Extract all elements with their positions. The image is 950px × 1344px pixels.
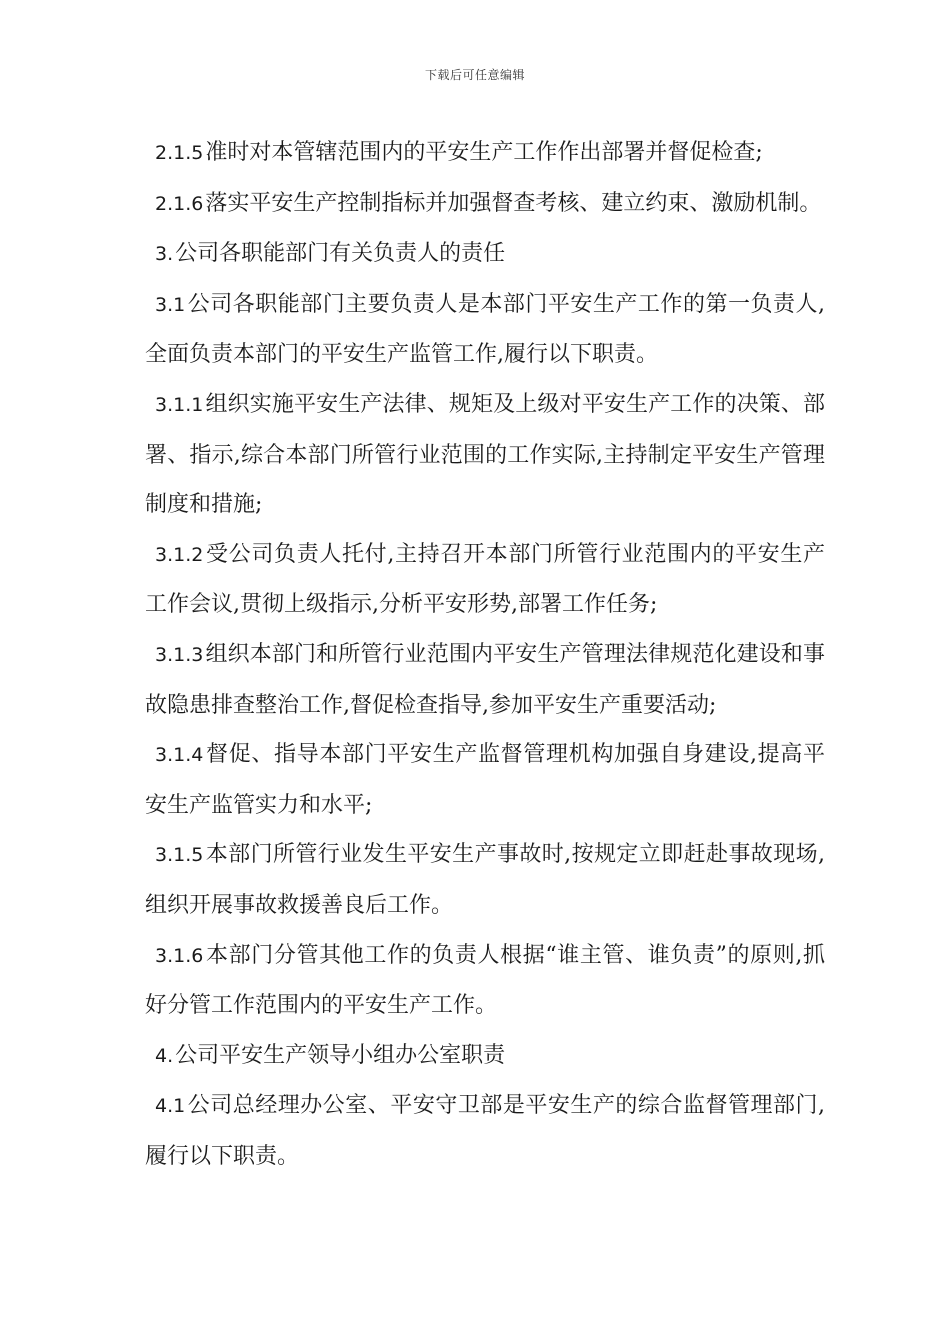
paragraph-3-1 — [145, 280, 825, 380]
paragraph-3-1-6 — [145, 931, 825, 1031]
document-body — [145, 128, 825, 1181]
paragraph-3-1-3 — [145, 630, 825, 730]
paragraph-4-1 — [145, 1081, 825, 1181]
paragraph-3-1-5 — [145, 830, 825, 930]
paragraph-number: 2.1.6 — [155, 192, 204, 215]
section-heading-3 — [145, 229, 825, 280]
header-note: 下载后可任意编辑 — [424, 68, 525, 82]
paragraph-text: 督促、指导本部门平安生产监督管理机构加强自身建设,提高平安生产监管实力和水平; — [145, 742, 825, 818]
paragraph-3-1-1 — [145, 380, 825, 530]
paragraph-number: 3.1.1 — [155, 393, 204, 416]
paragraph-number: 3.1.2 — [155, 543, 204, 566]
paragraph-text: 组织实施平安生产法律、规矩及上级对平安生产工作的决策、部署、指示,综合本部门所管行业范围的工作实际,主持制定平安生产管理制度和措施; — [145, 391, 825, 518]
paragraph-text: 公司各职能部门主要负责人是本部门平安生产工作的第一负责人,全面负责本部门的平安生产监管工作,履行以下职责。 — [145, 291, 825, 368]
paragraph-number: 3.1.4 — [155, 744, 204, 767]
paragraph-text: 公司总经理办公室、平安守卫部是平安生产的综合监督管理部门,履行以下职责。 — [145, 1093, 825, 1169]
paragraph-number: 3.1.5 — [155, 844, 204, 867]
paragraph-number: 4. — [155, 1044, 174, 1067]
paragraph-text: 本部门分管其他工作的负责人根据“谁主管、谁负责”的原则,抓好分管工作范围内的平安生产工作。 — [145, 942, 825, 1019]
paragraph-text: 受公司负责人托付,主持召开本部门所管行业范围内的平安生产工作会议,贯彻上级指示,分析平安形势,部署工作任务; — [145, 541, 825, 618]
paragraph-text: 落实平安生产控制指标并加强督查考核、建立约束、激励机制。 — [205, 190, 822, 216]
paragraph-3-1-2 — [145, 530, 825, 630]
paragraph-text: 组织本部门和所管行业范围内平安生产管理法律规范化建设和事故隐患排查整治工作,督促检查指导,参加平安生产重要活动; — [145, 641, 825, 718]
paragraph-number: 3.1 — [155, 293, 186, 316]
paragraph-2-1-6 — [145, 179, 825, 230]
paragraph-text: 本部门所管行业发生平安生产事故时,按规定立即赶赴事故现场,组织开展事故救援善良后工作。 — [145, 842, 825, 918]
section-heading-4 — [145, 1031, 825, 1082]
paragraph-text: 公司各职能部门有关负责人的责任 — [175, 241, 506, 267]
paragraph-text: 公司平安生产领导小组办公室职责 — [175, 1042, 506, 1068]
paragraph-2-1-5 — [145, 128, 825, 179]
paragraph-number: 2.1.5 — [155, 142, 204, 164]
paragraph-text: 准时对本管辖范围内的平安生产工作作出部署并督促检查; — [205, 140, 763, 165]
paragraph-number: 3.1.6 — [155, 944, 204, 967]
paragraph-number: 4.1 — [155, 1095, 186, 1118]
paragraph-number: 3.1.3 — [155, 643, 204, 666]
paragraph-number: 3. — [155, 243, 174, 266]
paragraph-3-1-4 — [145, 730, 825, 830]
